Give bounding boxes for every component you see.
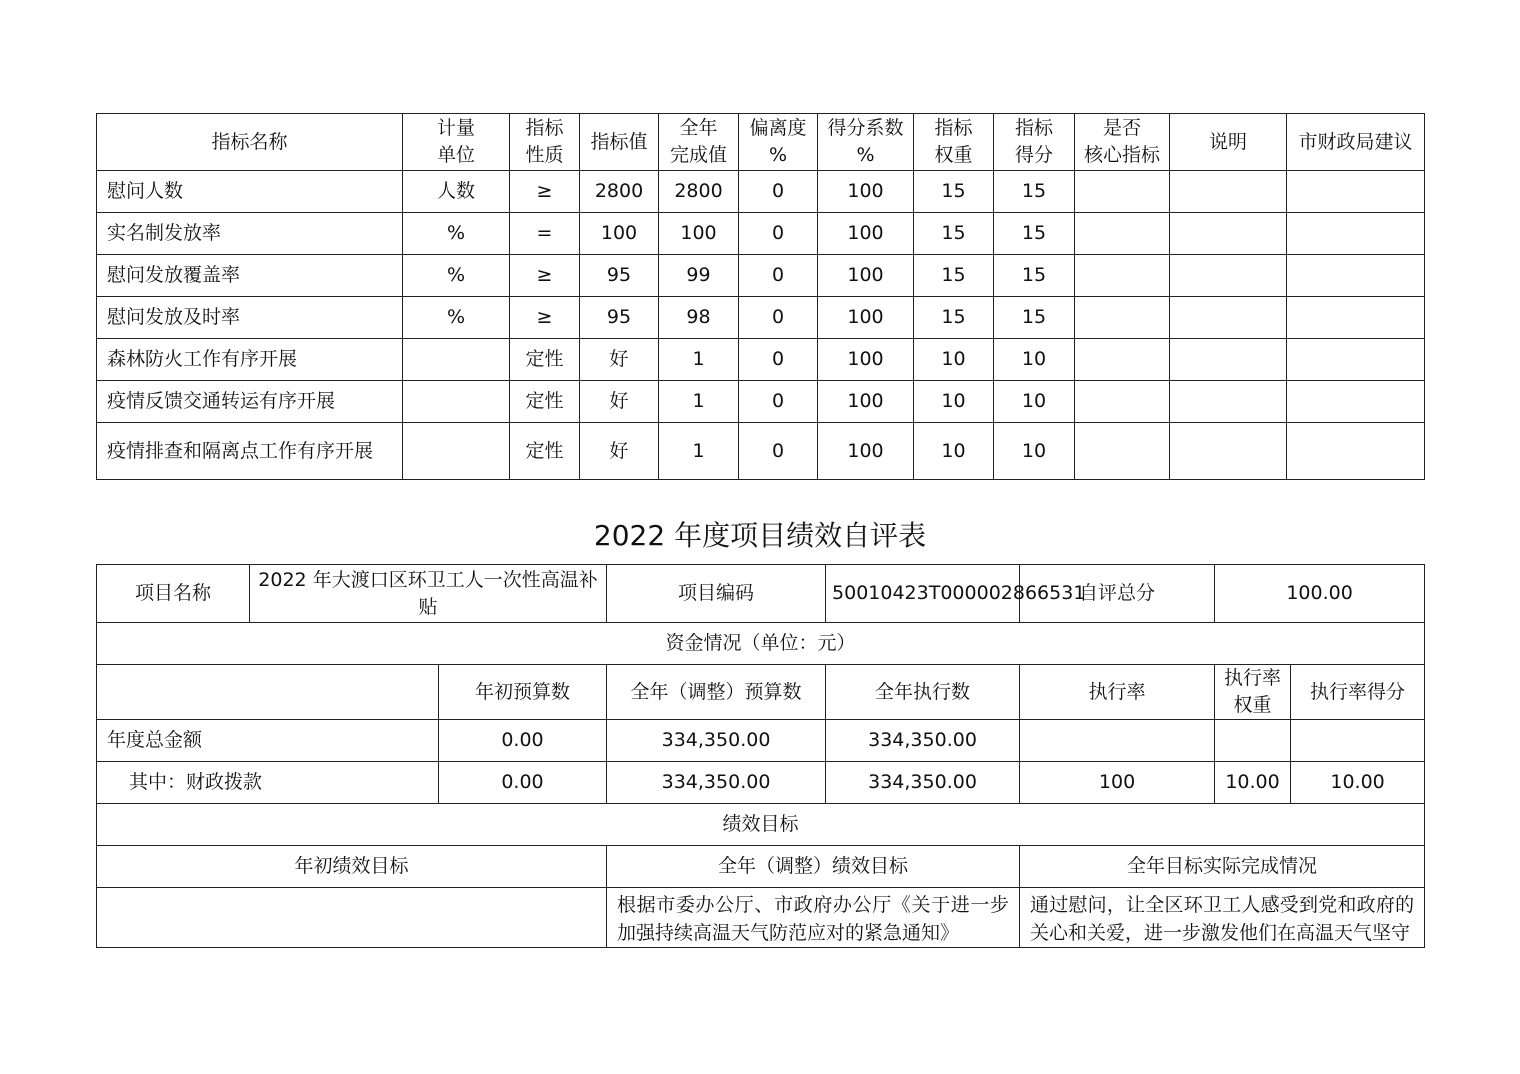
indicator-table [96,113,1425,480]
indicator-unit: % [403,297,510,339]
goal-adjusted-text: 根据市委办公厅、市政府办公厅《关于进一步加强持续高温天气防范应对的紧急通知》 [607,888,1020,948]
indicator-score: 15 [994,297,1075,339]
header-advice: 市财政局建议 [1287,114,1425,171]
fiscal-rate: 100 [1020,762,1215,804]
indicator-coef: 100 [818,171,914,213]
indicator-nature: 定性 [510,381,580,423]
header-deviation-line1: 偏离度 [749,117,807,139]
fiscal-rate-weight: 10.00 [1215,762,1291,804]
total-rate-weight [1215,720,1291,762]
goal-initial-text [97,888,607,948]
indicator-coef: 100 [818,423,914,480]
indicator-weight: 10 [914,381,994,423]
total-rate-score [1291,720,1425,762]
header-deviation [739,114,818,171]
indicator-weight: 10 [914,423,994,480]
indicator-core [1075,381,1170,423]
indicator-row [97,255,1425,297]
indicator-target: 好 [580,381,659,423]
indicator-coef: 100 [818,213,914,255]
project-info-row [97,565,1425,623]
indicator-note [1170,171,1287,213]
funds-header: 资金情况（单位：元） [97,623,1425,665]
indicator-deviation: 0 [739,255,818,297]
indicator-deviation: 0 [739,213,818,255]
indicator-core [1075,213,1170,255]
fiscal-initial: 0.00 [439,762,607,804]
indicator-advice [1287,297,1425,339]
indicator-row [97,381,1425,423]
indicator-target: 95 [580,297,659,339]
indicator-row [97,213,1425,255]
indicator-header-row [97,114,1425,171]
header-note: 说明 [1170,114,1287,171]
funds-col-adjusted: 全年（调整）预算数 [607,665,826,720]
indicator-weight: 15 [914,213,994,255]
header-weight-line1: 指标 [934,117,973,139]
indicator-core [1075,297,1170,339]
indicator-actual: 98 [659,297,739,339]
goals-content-row [97,888,1425,948]
indicator-coef: 100 [818,339,914,381]
indicator-nature: ≥ [510,255,580,297]
indicator-unit: 人数 [403,171,510,213]
indicator-target: 好 [580,423,659,480]
self-score-value: 100.00 [1215,565,1425,623]
goal-col-adjusted: 全年（调整）绩效目标 [607,846,1020,888]
funds-col-rate: 执行率 [1020,665,1215,720]
indicator-actual: 100 [659,213,739,255]
indicator-deviation: 0 [739,297,818,339]
header-coef-line2: % [856,144,875,166]
indicator-actual: 1 [659,381,739,423]
indicator-advice [1287,423,1425,480]
indicator-target: 2800 [580,171,659,213]
goal-col-initial: 年初绩效目标 [97,846,607,888]
indicator-note [1170,423,1287,480]
indicator-nature: 定性 [510,423,580,480]
fiscal-executed: 334,350.00 [826,762,1020,804]
indicator-nature: = [510,213,580,255]
evaluation-table [96,564,1425,948]
indicator-advice [1287,213,1425,255]
header-nature-line2: 性质 [525,144,564,166]
header-unit-line1: 计量 [436,117,475,139]
indicator-advice [1287,255,1425,297]
indicator-advice [1287,339,1425,381]
indicator-unit [403,381,510,423]
indicator-target: 95 [580,255,659,297]
fiscal-label: 其中：财政拨款 [97,762,439,804]
indicator-deviation: 0 [739,339,818,381]
indicator-note [1170,255,1287,297]
total-adjusted: 334,350.00 [607,720,826,762]
indicator-name: 疫情排查和隔离点工作有序开展 [97,423,403,480]
header-target: 指标值 [580,114,659,171]
indicator-weight: 15 [914,255,994,297]
header-score-line2: 得分 [1014,144,1053,166]
funds-total-row [97,720,1425,762]
funds-col-executed: 全年执行数 [826,665,1020,720]
header-weight [914,114,994,171]
goals-columns-row [97,846,1425,888]
indicator-unit [403,423,510,480]
indicator-score: 10 [994,339,1075,381]
indicator-nature: ≥ [510,171,580,213]
header-unit [403,114,510,171]
header-weight-line2: 权重 [934,144,973,166]
goals-header: 绩效目标 [97,804,1425,846]
indicator-row [97,423,1425,480]
indicator-note [1170,381,1287,423]
funds-col-rate-weight: 执行率权重 [1215,665,1291,720]
indicator-target: 好 [580,339,659,381]
header-name: 指标名称 [97,114,403,171]
indicator-row [97,171,1425,213]
header-nature-line1: 指标 [525,117,564,139]
indicator-unit: % [403,255,510,297]
evaluation-title: 2022 年度项目绩效自评表 [593,519,927,552]
total-initial: 0.00 [439,720,607,762]
indicator-weight: 10 [914,339,994,381]
indicator-score: 10 [994,423,1075,480]
header-nature [510,114,580,171]
funds-fiscal-row [97,762,1425,804]
fiscal-rate-score: 10.00 [1291,762,1425,804]
project-name-label: 项目名称 [97,565,250,623]
header-coef-line1: 得分系数 [827,117,904,139]
header-actual [659,114,739,171]
indicator-core [1075,255,1170,297]
indicator-actual: 1 [659,423,739,480]
self-score-label: 自评总分 [1020,565,1215,623]
header-coef [818,114,914,171]
fiscal-adjusted: 334,350.00 [607,762,826,804]
indicator-name: 疫情反馈交通转运有序开展 [97,381,403,423]
indicator-core [1075,339,1170,381]
project-code-value: 50010423T000002866531 [826,565,1020,623]
indicator-actual: 1 [659,339,739,381]
project-code-label: 项目编码 [607,565,826,623]
funds-corner-cell [97,665,439,720]
indicator-score: 15 [994,171,1075,213]
indicator-actual: 2800 [659,171,739,213]
indicator-name: 慰问人数 [97,171,403,213]
header-actual-line1: 全年 [679,117,718,139]
indicator-deviation: 0 [739,423,818,480]
goal-actual-text: 通过慰问，让全区环卫工人感受到党和政府的关心和关爱，进一步激发他们在高温天气坚守 [1020,888,1425,948]
header-score-line1: 指标 [1014,117,1053,139]
indicator-core [1075,423,1170,480]
indicator-score: 15 [994,255,1075,297]
indicator-score: 10 [994,381,1075,423]
indicator-core [1075,171,1170,213]
indicator-advice [1287,171,1425,213]
indicator-unit [403,339,510,381]
funds-columns-row [97,665,1425,720]
header-core [1075,114,1170,171]
indicator-weight: 15 [914,171,994,213]
indicator-coef: 100 [818,255,914,297]
header-unit-line2: 单位 [436,144,475,166]
funds-col-rate-score: 执行率得分 [1291,665,1425,720]
total-executed: 334,350.00 [826,720,1020,762]
indicator-deviation: 0 [739,171,818,213]
project-name-value: 2022 年大渡口区环卫工人一次性高温补贴 [250,565,607,623]
indicator-coef: 100 [818,297,914,339]
indicator-name: 实名制发放率 [97,213,403,255]
goals-header-row [97,804,1425,846]
indicator-weight: 15 [914,297,994,339]
indicator-actual: 99 [659,255,739,297]
indicator-coef: 100 [818,381,914,423]
total-rate [1020,720,1215,762]
indicator-note [1170,339,1287,381]
indicator-name: 慰问发放及时率 [97,297,403,339]
total-label: 年度总金额 [97,720,439,762]
funds-col-initial: 年初预算数 [439,665,607,720]
indicator-name: 森林防火工作有序开展 [97,339,403,381]
indicator-unit: % [403,213,510,255]
funds-header-row [97,623,1425,665]
indicator-row [97,297,1425,339]
indicator-deviation: 0 [739,381,818,423]
indicator-name: 慰问发放覆盖率 [97,255,403,297]
header-deviation-line2: % [768,144,788,166]
goal-col-actual: 全年目标实际完成情况 [1020,846,1425,888]
indicator-row [97,339,1425,381]
indicator-note [1170,213,1287,255]
header-core-line1: 是否 [1102,117,1141,139]
indicator-target: 100 [580,213,659,255]
indicator-nature: 定性 [510,339,580,381]
indicator-note [1170,297,1287,339]
indicator-nature: ≥ [510,297,580,339]
header-score [994,114,1075,171]
indicator-score: 15 [994,213,1075,255]
indicator-advice [1287,381,1425,423]
header-core-line2: 核心指标 [1083,144,1160,166]
header-actual-line2: 完成值 [669,144,727,166]
